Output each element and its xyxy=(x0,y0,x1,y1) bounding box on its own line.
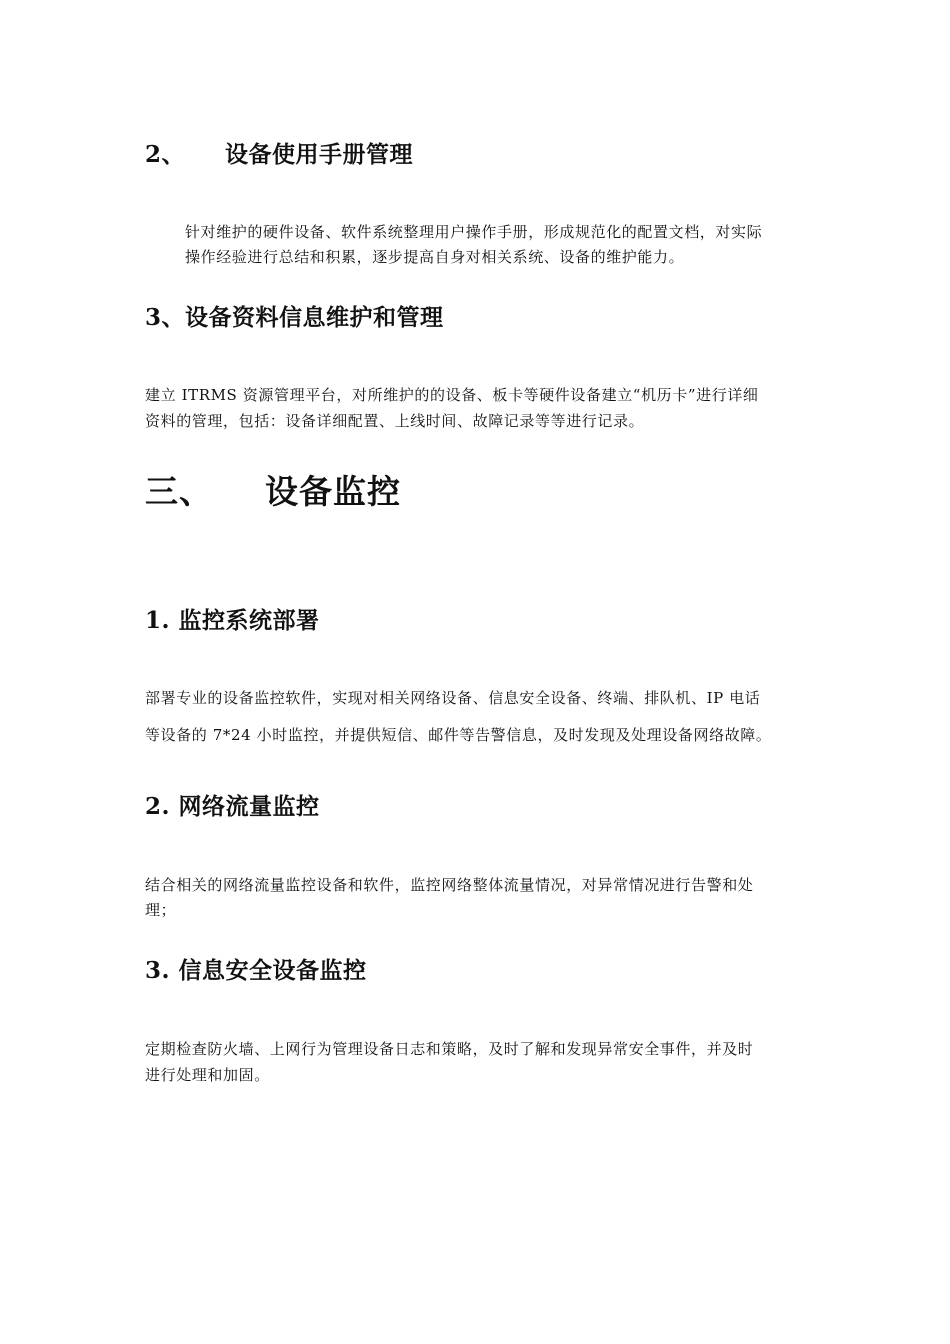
paragraph-line: 资料的管理，包括：设备详细配置、上线时间、故障记录等等进行记录。 xyxy=(145,412,645,430)
section-heading-2 xyxy=(145,136,413,169)
chapter-heading xyxy=(145,466,401,513)
paragraph-line: 结合相关的网络流量监控设备和软件，监控网络整体流量情况，对异常情况进行告警和处 xyxy=(145,876,754,894)
section-heading-3: 3、设备资料信息维护和管理 xyxy=(145,304,444,331)
section-title: 设备使用手册管理 xyxy=(225,141,414,168)
paragraph-line: 理； xyxy=(145,901,177,919)
paragraph-line: 等设备的 7*24 小时监控，并提供短信、邮件等告警信息，及时发现及处理设备网络故障。 xyxy=(145,726,772,744)
section-number: 2、 xyxy=(145,141,186,168)
paragraph-line: 建立 ITRMS 资源管理平台，对所维护的的设备、板卡等硬件设备建立“机历卡”进行详细 xyxy=(145,386,759,404)
subsection-heading-1: 1. 监控系统部署 xyxy=(145,607,320,634)
paragraph-line: 进行处理和加固。 xyxy=(145,1066,270,1084)
subsection-heading-2: 2. 网络流量监控 xyxy=(145,793,320,820)
chapter-number: 三、 xyxy=(145,472,213,511)
paragraph-line: 定期检查防火墙、上网行为管理设备日志和策略，及时了解和发现异常安全事件，并及时 xyxy=(145,1040,754,1058)
subsection-heading-3: 3. 信息安全设备监控 xyxy=(145,957,367,984)
paragraph-line: 针对维护的硬件设备、软件系统整理用户操作手册，形成规范化的配置文档，对实际 xyxy=(185,223,763,241)
paragraph-line: 操作经验进行总结和积累，逐步提高自身对相关系统、设备的维护能力。 xyxy=(185,248,685,266)
chapter-title: 设备监控 xyxy=(265,472,401,511)
paragraph-line: 部署专业的设备监控软件，实现对相关网络设备、信息安全设备、终端、排队机、IP 电话 xyxy=(145,689,761,707)
